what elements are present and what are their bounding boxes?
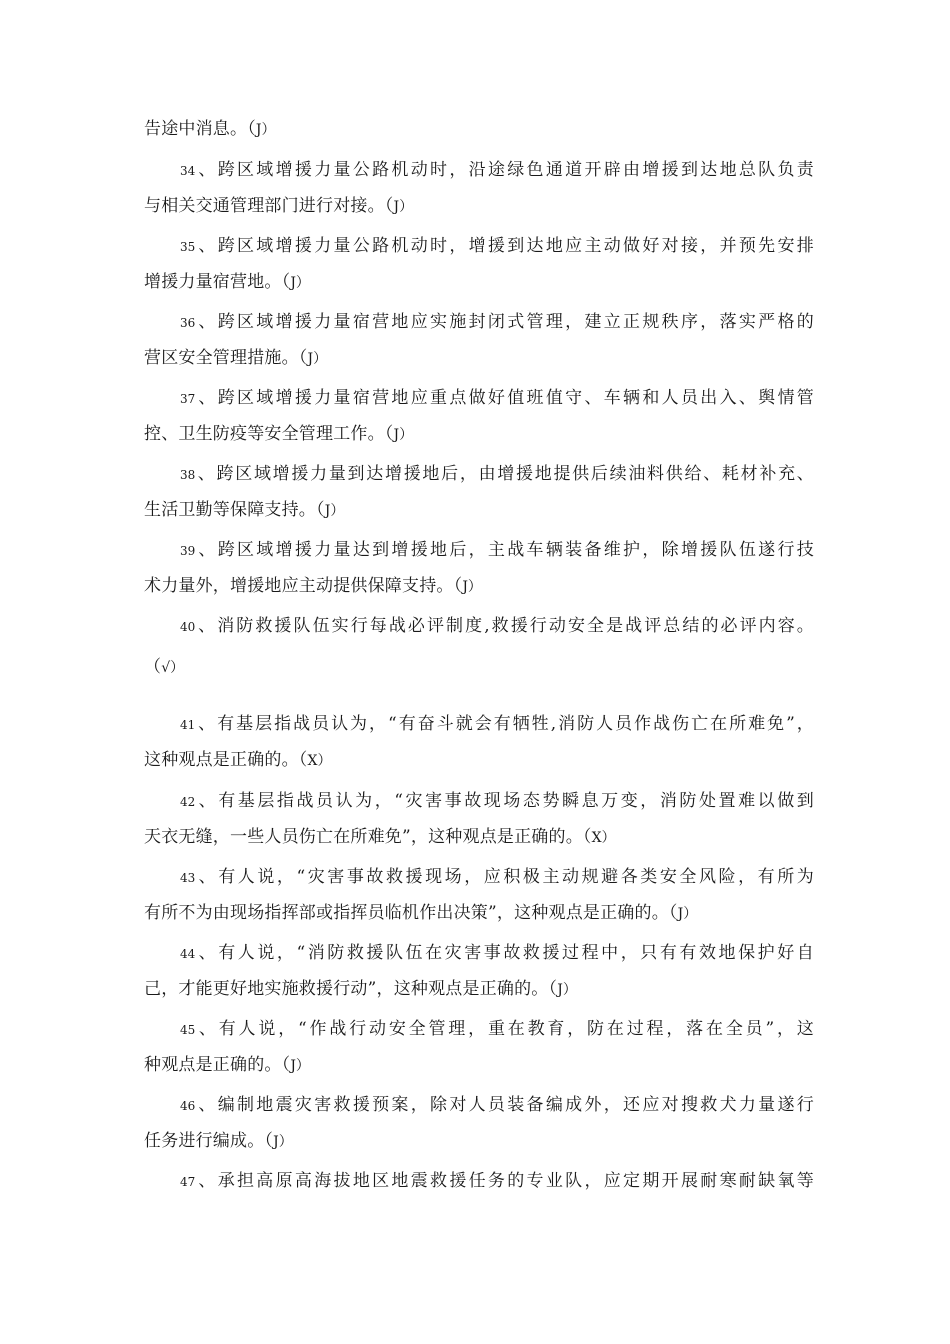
question-39-line (180, 538, 814, 563)
question-41-line (180, 712, 814, 737)
line-text: 、有人说，“作战行动安全管理，重在教育，防在过程，落在全员”，这 (196, 1019, 814, 1039)
line-text: （ (144, 657, 162, 677)
line-text: 、跨区域增援力量宿营地应重点做好值班值守、车辆和人员出入、舆情管 (196, 388, 814, 408)
line-text: 增援力量宿营地。（ (144, 272, 291, 292)
answer-mark: √） (161, 660, 185, 676)
question-number: 41 (180, 718, 196, 732)
question-37-line (180, 386, 814, 411)
question-number: 36 (180, 316, 196, 330)
line-text: 种观点是正确的。（ (144, 1055, 291, 1075)
answer-mark: J） (307, 351, 328, 367)
line-text: 天衣无缝，一些人员伤亡在所难免”，这种观点是正确的。（ (144, 827, 592, 847)
question-36-line (180, 310, 814, 335)
line-text: 、跨区域增援力量公路机动时，沿途绿色通道开辟由增援到达地总队负责 (196, 160, 814, 180)
line-text: 、有基层指战员认为，“灾害事故现场态势瞬息万变，消防处置难以做到 (196, 791, 814, 811)
continuation-line (144, 748, 814, 773)
line-text: 、编制地震灾害救援预案，除对人员装备编成外，还应对搜救犬力量遂行 (196, 1095, 814, 1115)
line-text: 、承担高原高海拔地区地震救援任务的专业队，应定期开展耐寒耐缺氧等 (196, 1171, 814, 1191)
answer-mark: X） (307, 753, 332, 769)
question-number: 43 (180, 871, 196, 885)
continuation-line (144, 270, 814, 295)
question-number: 45 (180, 1023, 196, 1037)
question-number: 44 (180, 947, 196, 961)
question-number: 37 (180, 392, 196, 406)
line-text: 、跨区域增援力量宿营地应实施封闭式管理，建立正规秩序，落实严格的 (196, 312, 814, 332)
answer-mark: J） (255, 122, 276, 138)
line-text: 己，才能更好地实施救援行动”，这种观点是正确的。（ (144, 979, 558, 999)
question-number: 46 (180, 1099, 196, 1113)
continuation-line (144, 422, 814, 447)
answer-mark: J） (273, 1134, 293, 1150)
question-number: 39 (180, 544, 196, 558)
question-43-line (180, 865, 814, 890)
continuation-line (144, 194, 814, 219)
line-text: 生活卫勤等保障支持。（ (144, 500, 325, 520)
line-text: 有所不为由现场指挥部或指挥员临机作出决策”，这种观点是正确的。（ (144, 903, 678, 923)
answer-mark: J） (324, 503, 345, 519)
question-40-line (180, 614, 814, 639)
question-number: 35 (180, 240, 196, 254)
answer-mark: X） (591, 830, 616, 846)
continuation-line (144, 117, 814, 142)
question-number: 40 (180, 620, 196, 634)
line-text: 控、卫生防疫等安全管理工作。（ (144, 424, 394, 444)
question-number: 42 (180, 795, 196, 809)
line-text: 告途中消息。（ (144, 119, 256, 139)
question-35-line (180, 234, 814, 259)
question-46-line (180, 1093, 814, 1118)
answer-mark: J） (462, 579, 482, 595)
line-text: 、消防救援队伍实行每战必评制度,救援行动安全是战评总结的必评内容。 (196, 616, 814, 636)
question-number: 47 (180, 1175, 196, 1189)
question-44-line (180, 941, 814, 966)
line-text: 、跨区域增援力量公路机动时，增援到达地应主动做好对接，并预先安排 (196, 236, 814, 256)
question-42-line (180, 789, 814, 814)
line-text: 、跨区域增援力量达到增援地后，主战车辆装备维护，除增援队伍遂行技 (196, 540, 814, 560)
answer-mark: J） (290, 1058, 310, 1074)
line-text: 、跨区域增援力量到达增援地后，由增援地提供后续油料供给、耗材补充、 (196, 464, 814, 484)
continuation-line (144, 1129, 814, 1154)
question-34-line (180, 158, 814, 183)
line-text: 、有人说，“消防救援队伍在灾害事故救援过程中，只有有效地保护好自 (196, 943, 814, 963)
continuation-line (144, 1053, 814, 1078)
answer-mark: J） (290, 275, 310, 291)
line-text: 这种观点是正确的。（ (144, 750, 308, 770)
continuation-line (144, 574, 814, 599)
question-number: 38 (180, 468, 196, 482)
line-text: 任务进行编成。（ (144, 1131, 274, 1151)
answer-mark: J） (393, 427, 414, 443)
line-text: 、有基层指战员认为，“有奋斗就会有牺牲,消防人员作战伤亡在所难免”， (196, 714, 814, 734)
continuation-line (144, 655, 814, 680)
line-text: 与相关交通管理部门进行对接。（ (144, 196, 394, 216)
question-47-line (180, 1169, 814, 1194)
answer-mark: J） (557, 982, 577, 998)
question-45-line (180, 1017, 814, 1042)
question-38-line (180, 462, 814, 487)
continuation-line (144, 346, 814, 371)
answer-mark: J） (677, 906, 698, 922)
continuation-line (144, 977, 814, 1002)
continuation-line (144, 901, 814, 926)
question-number: 34 (180, 164, 196, 178)
line-text: 术力量外，增援地应主动提供保障支持。（ (144, 576, 463, 596)
answer-mark: J） (393, 199, 414, 215)
line-text: 营区安全管理措施。（ (144, 348, 308, 368)
continuation-line (144, 825, 814, 850)
line-text: 、有人说，“灾害事故救援现场，应积极主动规避各类安全风险，有所为 (196, 867, 814, 887)
continuation-line (144, 498, 814, 523)
